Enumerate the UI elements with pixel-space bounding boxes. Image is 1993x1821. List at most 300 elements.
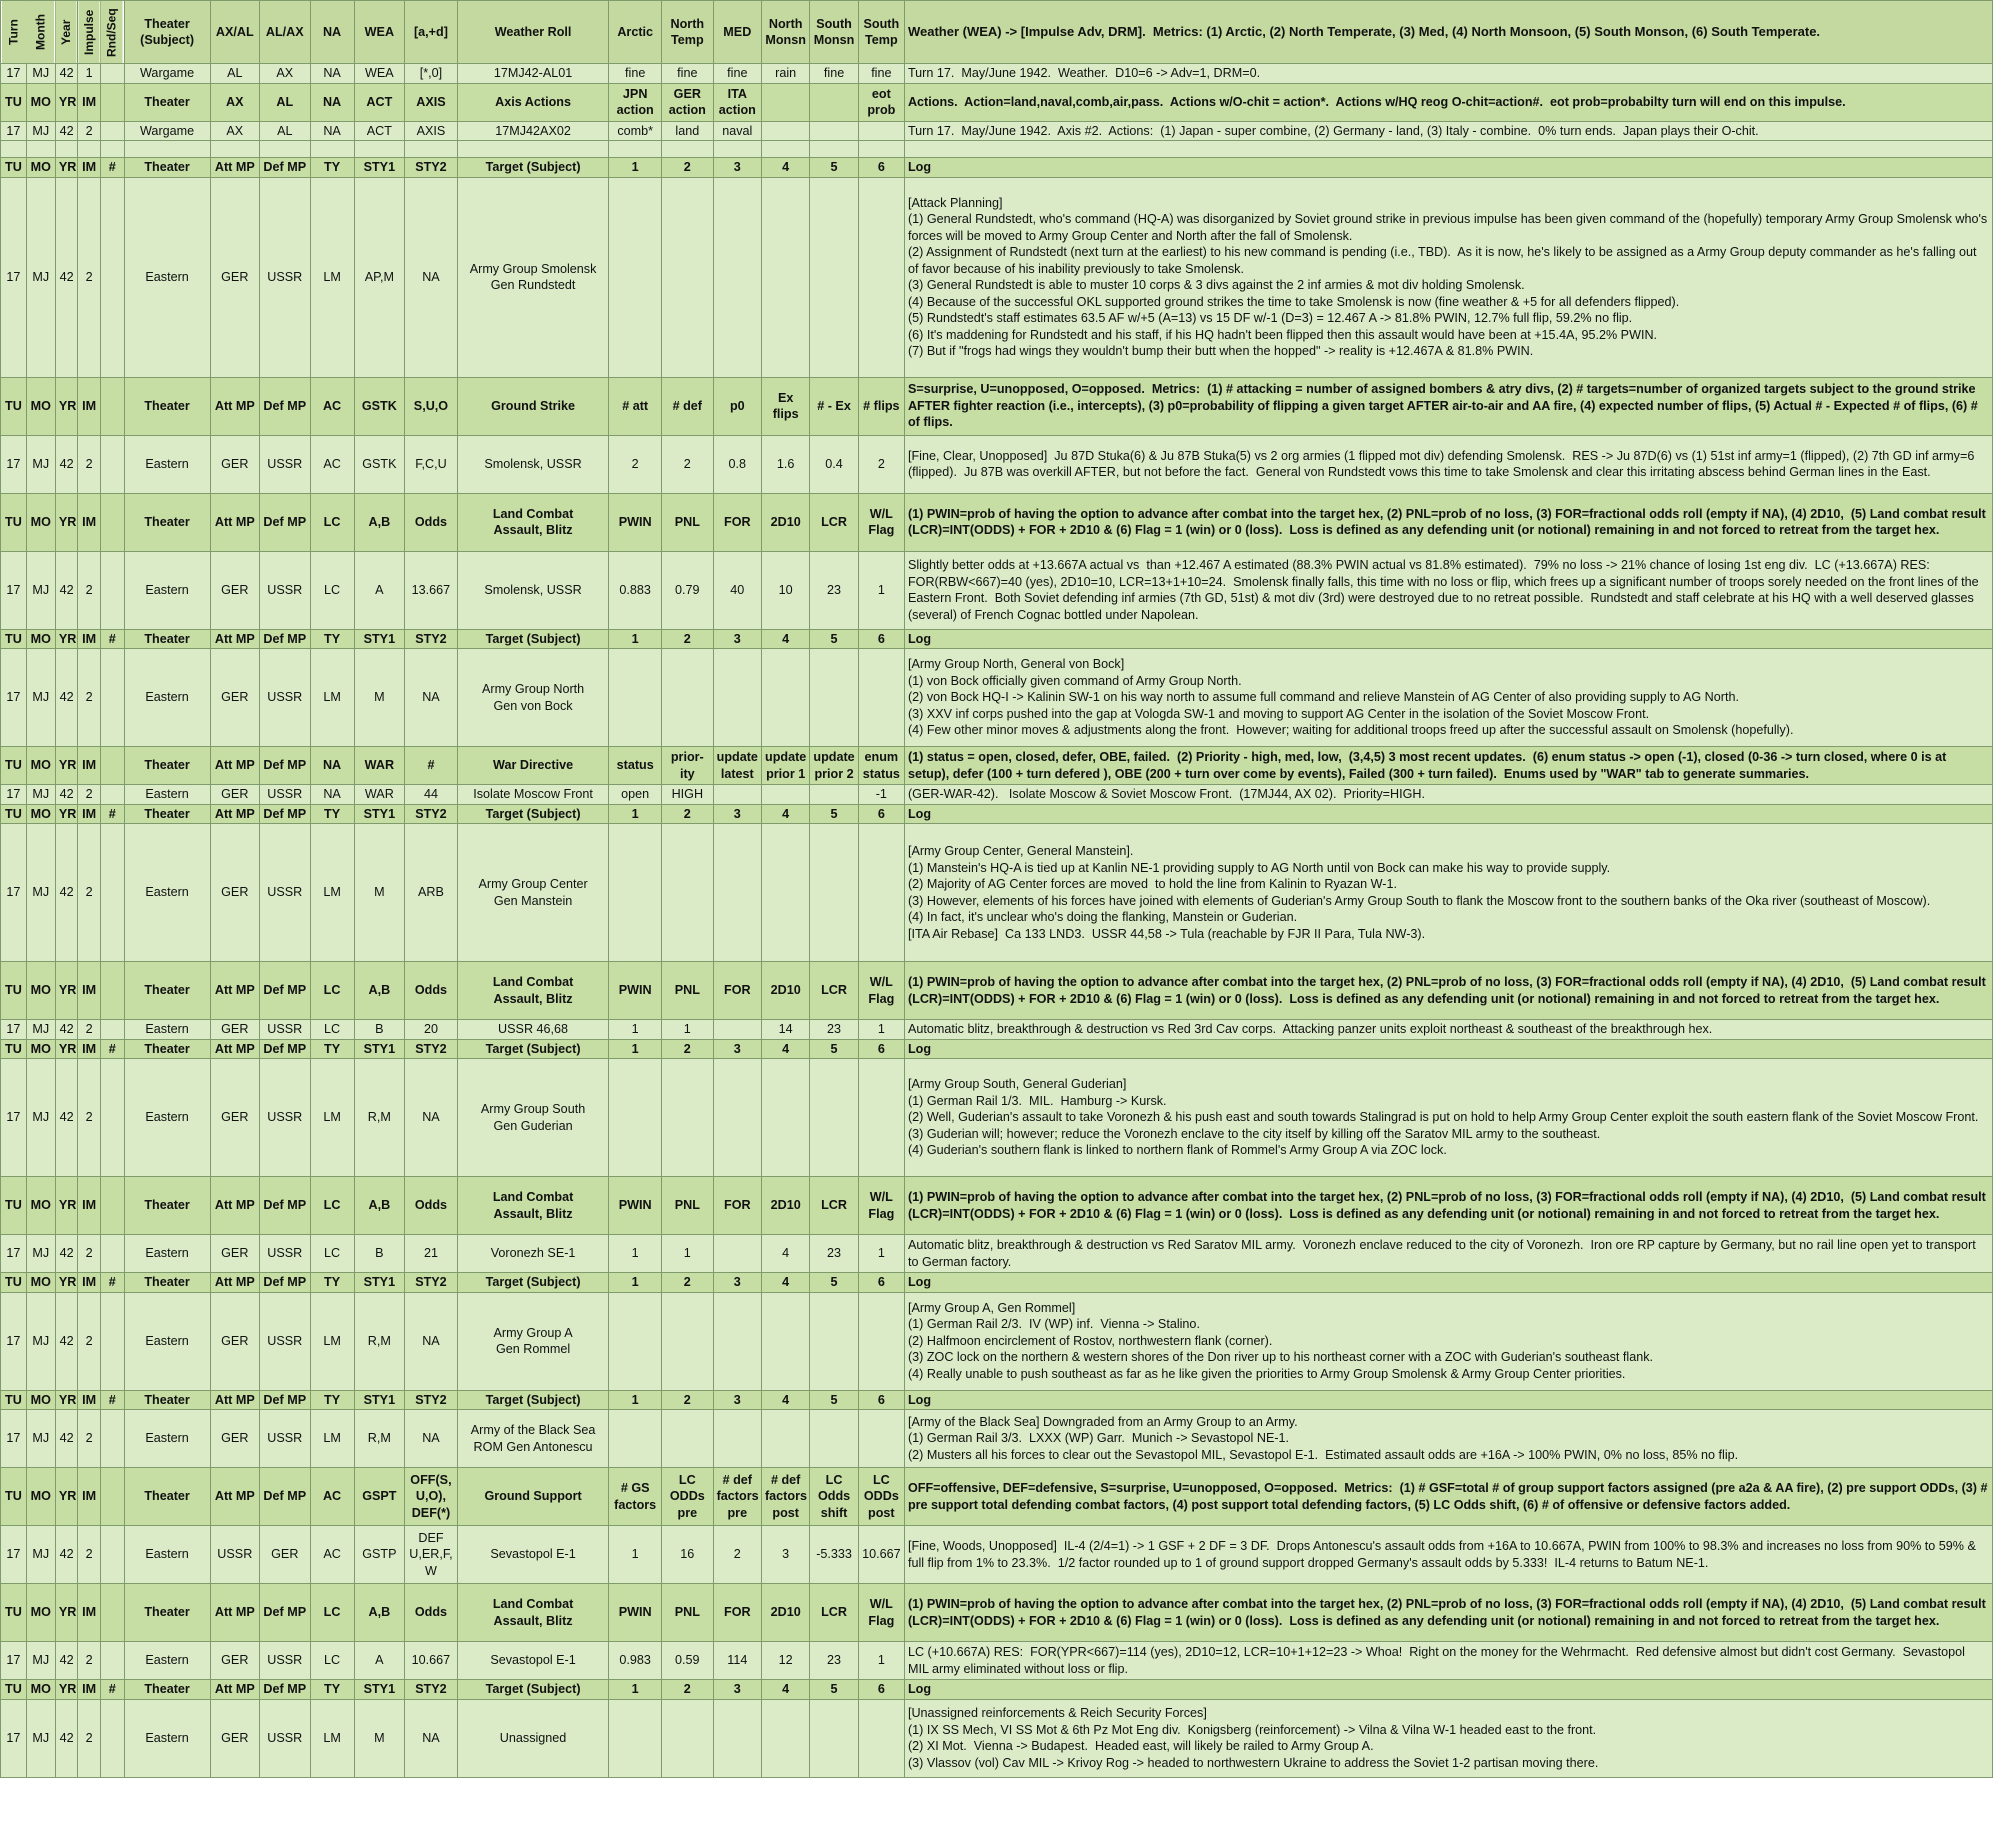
table-cell[interactable]: F,C,U — [405, 435, 458, 493]
table-cell[interactable]: LCR — [810, 1177, 858, 1235]
table-cell[interactable]: 2 — [662, 1390, 714, 1410]
table-cell[interactable]: # - Ex — [810, 377, 858, 435]
table-cell[interactable]: 6 — [858, 1680, 904, 1700]
table-cell[interactable]: # — [100, 804, 124, 824]
table-cell[interactable]: MO — [26, 1039, 55, 1059]
table-cell[interactable]: Land Combat Assault, Blitz — [457, 962, 609, 1020]
table-cell[interactable]: Theater — [124, 158, 210, 178]
table-cell[interactable]: Ground Support — [457, 1468, 609, 1526]
table-cell[interactable]: PNL — [662, 493, 714, 551]
table-cell[interactable] — [100, 551, 124, 629]
table-cell[interactable]: B — [354, 1020, 405, 1040]
table-cell[interactable]: MO — [26, 1273, 55, 1293]
table-cell[interactable] — [55, 141, 78, 158]
table-cell[interactable]: 17 — [1, 824, 27, 962]
table-cell[interactable]: LC — [310, 551, 354, 629]
table-cell[interactable]: Odds — [405, 1584, 458, 1642]
table-cell[interactable] — [609, 824, 662, 962]
table-cell[interactable]: STY2 — [405, 158, 458, 178]
table-cell[interactable]: 4 — [761, 629, 809, 649]
table-cell[interactable]: 17 — [1, 177, 27, 377]
table-cell[interactable]: 2 — [858, 435, 904, 493]
table-cell[interactable]: GER action — [662, 83, 714, 121]
table-cell[interactable]: Land Combat Assault, Blitz — [457, 493, 609, 551]
log-cell[interactable]: [Army Group North, General von Bock] (1) von Bock officially given command of Army Group North. (2) von Bock HQ-I -> Kalinin SW-1 on his way north to assume full command and relieve Manstein of AG Center of also providing supply to AG North. (3) XXV inf corps pushed into the gap at Vologda SW-1 and moving to support AG Center in the isolation of the Soviet Moscow Front. (4) Few other minor moves & adjustments along the front. However; waiting for additional troops freed up after the successful assault on Smolensk (hopefully). — [904, 649, 1992, 747]
table-cell[interactable]: GER — [210, 435, 259, 493]
col-header-south-temp[interactable]: South Temp — [858, 1, 904, 64]
table-cell[interactable]: 2 — [713, 1526, 761, 1584]
table-cell[interactable]: 1 — [609, 158, 662, 178]
table-cell[interactable]: 2D10 — [761, 962, 809, 1020]
table-cell[interactable]: Eastern — [124, 435, 210, 493]
table-cell[interactable]: STY1 — [354, 804, 405, 824]
table-cell[interactable]: 1 — [858, 551, 904, 629]
table-cell[interactable] — [761, 649, 809, 747]
col-header-arctic[interactable]: Arctic — [609, 1, 662, 64]
table-cell[interactable]: M — [354, 1699, 405, 1777]
table-cell[interactable]: TU — [1, 629, 27, 649]
table-cell[interactable]: Theater — [124, 377, 210, 435]
table-cell[interactable] — [405, 141, 458, 158]
log-cell[interactable]: Turn 17. May/June 1942. Weather. D10=6 -> Adv=1, DRM=0. — [904, 64, 1992, 84]
table-cell[interactable]: USSR — [260, 551, 311, 629]
table-cell[interactable]: GSTK — [354, 435, 405, 493]
table-cell[interactable]: NA — [405, 1059, 458, 1177]
table-cell[interactable]: IM — [78, 962, 101, 1020]
table-cell[interactable] — [662, 177, 714, 377]
table-cell[interactable]: STY1 — [354, 1273, 405, 1293]
table-cell[interactable]: Voronezh SE-1 — [457, 1235, 609, 1273]
table-cell[interactable] — [609, 1699, 662, 1777]
table-cell[interactable]: 17 — [1, 1699, 27, 1777]
table-cell[interactable]: MO — [26, 158, 55, 178]
log-cell[interactable]: Slightly better odds at +13.667A actual vs than +12.467 A estimated (88.3% PWIN actual vs 81.8% estimated). 79% no loss -> 21% chance of losing 1st eng div. LC (+13.667A) RES: FOR(RBW<667)=40 (yes), 2D10=10, LCR=13+1+10=24. Smolensk finally falls, this time with no loss or flip, which frees up a significant number of troops sorely needed on the front lines of the Eastern Front. Both Soviet defending inf armies (7th GD, 51st) & mot div (3rd) were destroyed due to no retreat possible. Rundstedt and staff celebrate at his HQ with a well deserved glasses (several) of French Cognac bottled under Napolean. — [904, 551, 1992, 629]
table-cell[interactable]: LC Odds shift — [810, 1468, 858, 1526]
table-cell[interactable]: GSTP — [354, 1526, 405, 1584]
table-cell[interactable]: STY1 — [354, 1039, 405, 1059]
table-cell[interactable]: NA — [405, 1292, 458, 1390]
table-cell[interactable]: PWIN — [609, 962, 662, 1020]
table-cell[interactable]: Army Group South Gen Guderian — [457, 1059, 609, 1177]
table-cell[interactable]: TY — [310, 804, 354, 824]
col-header-north-monsn[interactable]: North Monsn — [761, 1, 809, 64]
table-cell[interactable]: ACT — [354, 121, 405, 141]
table-cell[interactable]: 2D10 — [761, 1177, 809, 1235]
table-cell[interactable]: YR — [55, 1584, 78, 1642]
table-cell[interactable]: 4 — [761, 1039, 809, 1059]
table-cell[interactable]: 17 — [1, 1235, 27, 1273]
table-cell[interactable]: STY2 — [405, 804, 458, 824]
table-cell[interactable]: NA — [310, 83, 354, 121]
table-cell[interactable]: AX — [210, 121, 259, 141]
table-cell[interactable]: Theater — [124, 1468, 210, 1526]
table-cell[interactable]: YR — [55, 1273, 78, 1293]
table-cell[interactable]: Sevastopol E-1 — [457, 1642, 609, 1680]
table-cell[interactable] — [26, 141, 55, 158]
log-cell[interactable]: Log — [904, 1680, 1992, 1700]
table-cell[interactable]: STY1 — [354, 1680, 405, 1700]
table-cell[interactable] — [858, 1410, 904, 1468]
table-cell[interactable]: JPN action — [609, 83, 662, 121]
table-cell[interactable] — [457, 141, 609, 158]
table-cell[interactable] — [662, 141, 714, 158]
table-cell[interactable]: update prior 2 — [810, 747, 858, 785]
table-cell[interactable]: MJ — [26, 121, 55, 141]
table-cell[interactable]: # — [405, 747, 458, 785]
col-header-impulse[interactable]: Impulse — [78, 1, 101, 64]
log-cell[interactable] — [904, 141, 1992, 158]
table-cell[interactable]: 1.6 — [761, 435, 809, 493]
log-cell[interactable]: Actions. Action=land,naval,comb,air,pass. Actions w/O-chit = action*. Actions w/HQ reog O-chit=action#. eot prob=probabilty turn will end on this impulse. — [904, 83, 1992, 121]
table-cell[interactable]: YR — [55, 158, 78, 178]
table-cell[interactable] — [100, 1020, 124, 1040]
table-cell[interactable]: Eastern — [124, 1526, 210, 1584]
log-cell[interactable]: [Unassigned reinforcements & Reich Security Forces] (1) IX SS Mech, VI SS Mot & 6th Pz Mot Eng div. Konigsberg (reinforcement) -> Vilna & Vilna W-1 headed east to the front. (2) XI Mot. Vienna -> Budapest. Headed east, will likely be railed to Army Group A. (3) Vlassov (vol) Cav MIL -> Krivoy Rog -> headed to northwestern Ukraine to address the Soviet 1-2 partisan moving there. — [904, 1699, 1992, 1777]
table-cell[interactable]: MJ — [26, 1699, 55, 1777]
table-cell[interactable]: 42 — [55, 435, 78, 493]
table-cell[interactable]: NA — [405, 177, 458, 377]
table-cell[interactable]: S,U,O — [405, 377, 458, 435]
table-cell[interactable]: Wargame — [124, 121, 210, 141]
table-cell[interactable] — [810, 177, 858, 377]
log-cell[interactable]: [Fine, Woods, Unopposed] IL-4 (2/4=1) -> 1 GSF + 2 DF = 3 DF. Drops Antonescu's assault odds from +16A to 10.667A, PWIN from 100% to 98.3% and increases no loss from 90% to 59% & full flip from 1% to 23.3%. 1/2 factor rounded up to 1 of ground support dropped Germany's assault odds by 5.333! IL-4 returns to Batum NE-1. — [904, 1526, 1992, 1584]
table-cell[interactable]: 3 — [713, 1390, 761, 1410]
table-cell[interactable]: GER — [210, 824, 259, 962]
table-cell[interactable]: Theater — [124, 804, 210, 824]
table-cell[interactable]: IM — [78, 629, 101, 649]
table-cell[interactable]: Eastern — [124, 177, 210, 377]
table-cell[interactable]: Def MP — [260, 1680, 311, 1700]
table-cell[interactable]: LM — [310, 1292, 354, 1390]
table-cell[interactable] — [100, 493, 124, 551]
table-cell[interactable]: FOR — [713, 1177, 761, 1235]
table-cell[interactable] — [100, 1699, 124, 1777]
table-cell[interactable]: Theater — [124, 83, 210, 121]
log-cell[interactable]: Log — [904, 804, 1992, 824]
table-cell[interactable]: update prior 1 — [761, 747, 809, 785]
col-header-wea[interactable]: WEA — [354, 1, 405, 64]
table-cell[interactable] — [810, 141, 858, 158]
table-cell[interactable]: 5 — [810, 1390, 858, 1410]
table-cell[interactable]: 6 — [858, 1390, 904, 1410]
table-cell[interactable]: NA — [405, 1410, 458, 1468]
table-cell[interactable]: 17 — [1, 785, 27, 805]
table-cell[interactable]: Isolate Moscow Front — [457, 785, 609, 805]
table-cell[interactable]: 1 — [609, 629, 662, 649]
table-cell[interactable]: # — [100, 1390, 124, 1410]
table-cell[interactable]: Theater — [124, 629, 210, 649]
table-cell[interactable]: 2 — [78, 1059, 101, 1177]
table-cell[interactable]: 10.667 — [858, 1526, 904, 1584]
col-header-turn[interactable]: Turn — [1, 1, 27, 64]
table-cell[interactable]: USSR — [260, 824, 311, 962]
table-cell[interactable]: GSTK — [354, 377, 405, 435]
table-cell[interactable]: Eastern — [124, 824, 210, 962]
table-cell[interactable]: W/L Flag — [858, 493, 904, 551]
table-cell[interactable]: Att MP — [210, 804, 259, 824]
table-cell[interactable]: 1 — [609, 1020, 662, 1040]
table-cell[interactable]: 2D10 — [761, 493, 809, 551]
log-cell[interactable]: Log — [904, 1273, 1992, 1293]
table-cell[interactable]: STY2 — [405, 1039, 458, 1059]
table-cell[interactable]: MJ — [26, 64, 55, 84]
table-cell[interactable] — [609, 649, 662, 747]
table-cell[interactable] — [858, 177, 904, 377]
table-cell[interactable]: 5 — [810, 158, 858, 178]
table-cell[interactable]: 2 — [78, 177, 101, 377]
col-header-month[interactable]: Month — [26, 1, 55, 64]
table-cell[interactable] — [100, 1235, 124, 1273]
col-header-al-ax[interactable]: AL/AX — [260, 1, 311, 64]
table-cell[interactable] — [761, 83, 809, 121]
table-cell[interactable]: YR — [55, 377, 78, 435]
table-cell[interactable] — [662, 824, 714, 962]
table-cell[interactable] — [100, 1059, 124, 1177]
table-cell[interactable]: GSPT — [354, 1468, 405, 1526]
table-cell[interactable]: 4 — [761, 1390, 809, 1410]
table-cell[interactable]: Att MP — [210, 1273, 259, 1293]
table-cell[interactable]: # flips — [858, 377, 904, 435]
log-cell[interactable]: [Army Group Center, General Manstein]. (1) Manstein's HQ-A is tied up at Kanlin NE-1 providing supply to AG North until von Bock can make his way to provide supply. (2) Majority of AG Center forces are moved to hold the line from Kalinin to Ryazan W-1. (3) However, elements of his forces have joined with elements of Guderian's Army Group South to flank the Moscow front to the southern banks of the Oka river (southeast of Moscow). (4) In fact, it's unclear who's doing the flanking, Manstein or Guderian. [ITA Air Rebase] Ca 133 LND3. USSR 44,58 -> Tula (reachable by FJR II Para, Tula NW-3). — [904, 824, 1992, 962]
table-cell[interactable]: FOR — [713, 1584, 761, 1642]
table-cell[interactable]: rain — [761, 64, 809, 84]
table-cell[interactable]: GER — [210, 785, 259, 805]
table-cell[interactable]: NA — [405, 1699, 458, 1777]
table-cell[interactable]: MO — [26, 1468, 55, 1526]
table-cell[interactable] — [713, 785, 761, 805]
table-cell[interactable] — [761, 177, 809, 377]
table-cell[interactable]: W/L Flag — [858, 962, 904, 1020]
table-cell[interactable]: Theater — [124, 1039, 210, 1059]
table-cell[interactable] — [100, 141, 124, 158]
table-cell[interactable]: 0.883 — [609, 551, 662, 629]
table-cell[interactable]: Land Combat Assault, Blitz — [457, 1177, 609, 1235]
table-cell[interactable]: 42 — [55, 551, 78, 629]
table-cell[interactable]: 17MJ42AX02 — [457, 121, 609, 141]
table-cell[interactable]: LM — [310, 177, 354, 377]
log-cell[interactable]: Log — [904, 1039, 1992, 1059]
table-cell[interactable]: Def MP — [260, 1039, 311, 1059]
table-cell[interactable]: R,M — [354, 1059, 405, 1177]
table-cell[interactable] — [810, 649, 858, 747]
table-cell[interactable]: 2 — [78, 1699, 101, 1777]
table-cell[interactable]: Army Group North Gen von Bock — [457, 649, 609, 747]
table-cell[interactable]: GER — [210, 649, 259, 747]
table-cell[interactable] — [810, 1699, 858, 1777]
table-cell[interactable]: 42 — [55, 1020, 78, 1040]
table-cell[interactable]: Att MP — [210, 158, 259, 178]
table-cell[interactable]: Land Combat Assault, Blitz — [457, 1584, 609, 1642]
table-cell[interactable]: NA — [310, 64, 354, 84]
log-cell[interactable]: (1) PWIN=prob of having the option to advance after combat into the target hex, (2) PNL=prob of no loss, (3) FOR=fractional odds roll (empty if NA), (4) 2D10, (5) Land combat result (LCR)=INT(ODDS) + FOR + 2D10 & (6) Flag = 1 (win) or 0 (loss). Loss is defined as any defending unit (or notional) remaining in and not forced to retreat from the target hex. — [904, 1177, 1992, 1235]
log-cell[interactable]: Log — [904, 158, 1992, 178]
table-cell[interactable]: IM — [78, 1039, 101, 1059]
table-cell[interactable]: 1 — [609, 1680, 662, 1700]
table-cell[interactable]: Def MP — [260, 377, 311, 435]
col-header-theater[interactable]: Theater (Subject) — [124, 1, 210, 64]
table-cell[interactable]: DEF U,ER,F, W — [405, 1526, 458, 1584]
table-cell[interactable]: # GS factors — [609, 1468, 662, 1526]
table-cell[interactable]: Att MP — [210, 962, 259, 1020]
table-cell[interactable]: LM — [310, 649, 354, 747]
table-cell[interactable]: # — [100, 1273, 124, 1293]
table-cell[interactable]: 17 — [1, 1642, 27, 1680]
table-cell[interactable]: Def MP — [260, 158, 311, 178]
table-cell[interactable] — [662, 1059, 714, 1177]
table-cell[interactable]: GER — [210, 1410, 259, 1468]
table-cell[interactable] — [810, 1410, 858, 1468]
table-cell[interactable]: LC — [310, 1642, 354, 1680]
table-cell[interactable]: 17 — [1, 649, 27, 747]
table-cell[interactable] — [858, 1292, 904, 1390]
col-header-adv-drm[interactable]: [a,+d] — [405, 1, 458, 64]
table-cell[interactable]: Eastern — [124, 1059, 210, 1177]
table-cell[interactable]: USSR 46,68 — [457, 1020, 609, 1040]
table-cell[interactable]: 1 — [609, 804, 662, 824]
table-cell[interactable]: MJ — [26, 551, 55, 629]
table-cell[interactable] — [713, 1235, 761, 1273]
table-cell[interactable]: STY2 — [405, 1390, 458, 1410]
table-cell[interactable] — [210, 141, 259, 158]
table-cell[interactable]: Eastern — [124, 1292, 210, 1390]
table-cell[interactable]: # att — [609, 377, 662, 435]
log-cell[interactable]: Log — [904, 1390, 1992, 1410]
table-cell[interactable] — [100, 64, 124, 84]
table-cell[interactable]: # — [100, 629, 124, 649]
table-cell[interactable]: 2 — [78, 649, 101, 747]
table-cell[interactable]: 4 — [761, 158, 809, 178]
table-cell[interactable]: 0.8 — [713, 435, 761, 493]
table-cell[interactable]: TU — [1, 493, 27, 551]
table-cell[interactable]: MJ — [26, 1526, 55, 1584]
table-cell[interactable] — [810, 1059, 858, 1177]
table-cell[interactable]: Att MP — [210, 747, 259, 785]
table-cell[interactable]: USSR — [260, 435, 311, 493]
table-cell[interactable]: TU — [1, 1177, 27, 1235]
table-cell[interactable]: ITA action — [713, 83, 761, 121]
table-cell[interactable]: Eastern — [124, 1699, 210, 1777]
table-cell[interactable]: Def MP — [260, 1273, 311, 1293]
table-cell[interactable]: IM — [78, 1584, 101, 1642]
table-cell[interactable]: MO — [26, 1177, 55, 1235]
table-cell[interactable]: Theater — [124, 1177, 210, 1235]
table-cell[interactable]: Army of the Black Sea ROM Gen Antonescu — [457, 1410, 609, 1468]
table-cell[interactable]: Target (Subject) — [457, 1390, 609, 1410]
table-cell[interactable] — [100, 121, 124, 141]
table-cell[interactable]: 42 — [55, 1292, 78, 1390]
col-header-year[interactable]: Year — [55, 1, 78, 64]
table-cell[interactable]: Eastern — [124, 1235, 210, 1273]
table-cell[interactable]: R,M — [354, 1410, 405, 1468]
table-cell[interactable]: IM — [78, 158, 101, 178]
table-cell[interactable]: Att MP — [210, 1680, 259, 1700]
table-cell[interactable] — [713, 1059, 761, 1177]
table-cell[interactable]: AP,M — [354, 177, 405, 377]
table-cell[interactable]: 17 — [1, 551, 27, 629]
table-cell[interactable]: 4 — [761, 1680, 809, 1700]
table-cell[interactable]: Ground Strike — [457, 377, 609, 435]
table-cell[interactable]: 16 — [662, 1526, 714, 1584]
table-cell[interactable] — [858, 141, 904, 158]
table-cell[interactable]: 2 — [78, 1235, 101, 1273]
log-cell[interactable]: Automatic blitz, breakthrough & destruction vs Red Saratov MIL army. Voronezh enclave reduced to the city of Voronezh. Iron ore RP capture by Germany, but no rail line open yet to transport to German factory. — [904, 1235, 1992, 1273]
table-cell[interactable]: Smolensk, USSR — [457, 435, 609, 493]
table-cell[interactable]: 5 — [810, 804, 858, 824]
table-cell[interactable]: 6 — [858, 1273, 904, 1293]
table-cell[interactable] — [761, 141, 809, 158]
table-cell[interactable] — [100, 435, 124, 493]
log-cell[interactable]: Automatic blitz, breakthrough & destruction vs Red 3rd Cav corps. Attacking panzer units exploit northeast & southeast of the breakthrough hex. — [904, 1020, 1992, 1040]
table-cell[interactable]: Odds — [405, 1177, 458, 1235]
table-cell[interactable]: Target (Subject) — [457, 629, 609, 649]
table-cell[interactable]: 5 — [810, 629, 858, 649]
table-cell[interactable]: 2 — [78, 785, 101, 805]
table-cell[interactable]: LC ODDs post — [858, 1468, 904, 1526]
table-cell[interactable] — [810, 1292, 858, 1390]
log-cell[interactable]: Turn 17. May/June 1942. Axis #2. Actions: (1) Japan - super combine, (2) Germany - land, (3) Italy - combine. 0% turn ends. Japan plays their O-chit. — [904, 121, 1992, 141]
table-cell[interactable]: USSR — [260, 177, 311, 377]
table-cell[interactable]: 1 — [662, 1235, 714, 1273]
table-cell[interactable] — [761, 824, 809, 962]
table-cell[interactable]: Def MP — [260, 629, 311, 649]
table-cell[interactable] — [713, 177, 761, 377]
table-cell[interactable] — [100, 1468, 124, 1526]
table-cell[interactable]: Eastern — [124, 649, 210, 747]
table-cell[interactable] — [713, 824, 761, 962]
table-cell[interactable]: STY2 — [405, 1680, 458, 1700]
table-cell[interactable]: enum status — [858, 747, 904, 785]
table-cell[interactable] — [662, 1410, 714, 1468]
table-cell[interactable]: 42 — [55, 785, 78, 805]
table-cell[interactable] — [858, 1059, 904, 1177]
log-cell[interactable]: (1) status = open, closed, defer, OBE, failed. (2) Priority - high, med, low, (3,4,5) 3 most recent updates. (6) enum status -> open (-1), closed (0-36 -> turn closed, where 0 is at setup), defer (100 + turn defered ), OBE (200 + turn over come by events), Failed (300 + turn failed). Enums used by "WAR" tab to generate summaries. — [904, 747, 1992, 785]
col-header-weather-roll[interactable]: Weather Roll — [457, 1, 609, 64]
log-cell[interactable]: (1) PWIN=prob of having the option to advance after combat into the target hex, (2) PNL=prob of no loss, (3) FOR=fractional odds roll (empty if NA), (4) 2D10, (5) Land combat result (LCR)=INT(ODDS) + FOR + 2D10 & (6) Flag = 1 (win) or 0 (loss). Loss is defined as any defending unit (or notional) remaining in and not forced to retreat from the target hex. — [904, 493, 1992, 551]
table-cell[interactable]: Smolensk, USSR — [457, 551, 609, 629]
table-cell[interactable]: Theater — [124, 1584, 210, 1642]
table-cell[interactable]: Eastern — [124, 785, 210, 805]
table-cell[interactable]: TU — [1, 83, 27, 121]
table-cell[interactable]: 42 — [55, 1642, 78, 1680]
table-cell[interactable]: 42 — [55, 64, 78, 84]
table-cell[interactable]: 6 — [858, 1039, 904, 1059]
table-cell[interactable] — [662, 649, 714, 747]
table-cell[interactable]: TU — [1, 1468, 27, 1526]
table-cell[interactable]: 20 — [405, 1020, 458, 1040]
table-cell[interactable]: MJ — [26, 785, 55, 805]
table-cell[interactable]: status — [609, 747, 662, 785]
table-cell[interactable]: 1 — [609, 1273, 662, 1293]
table-cell[interactable]: MO — [26, 1584, 55, 1642]
table-cell[interactable]: 2 — [78, 435, 101, 493]
table-cell[interactable]: Att MP — [210, 1039, 259, 1059]
table-cell[interactable]: AXIS — [405, 121, 458, 141]
table-cell[interactable]: HIGH — [662, 785, 714, 805]
table-cell[interactable]: GER — [210, 177, 259, 377]
table-cell[interactable] — [713, 1410, 761, 1468]
table-cell[interactable] — [810, 121, 858, 141]
table-cell[interactable]: Theater — [124, 493, 210, 551]
table-cell[interactable]: LC — [310, 962, 354, 1020]
table-cell[interactable]: LM — [310, 824, 354, 962]
table-cell[interactable]: IM — [78, 1390, 101, 1410]
table-cell[interactable]: Def MP — [260, 493, 311, 551]
table-cell[interactable]: Att MP — [210, 1468, 259, 1526]
table-cell[interactable]: NA — [405, 649, 458, 747]
table-cell[interactable]: Theater — [124, 1680, 210, 1700]
table-cell[interactable]: W/L Flag — [858, 1584, 904, 1642]
table-cell[interactable] — [761, 121, 809, 141]
